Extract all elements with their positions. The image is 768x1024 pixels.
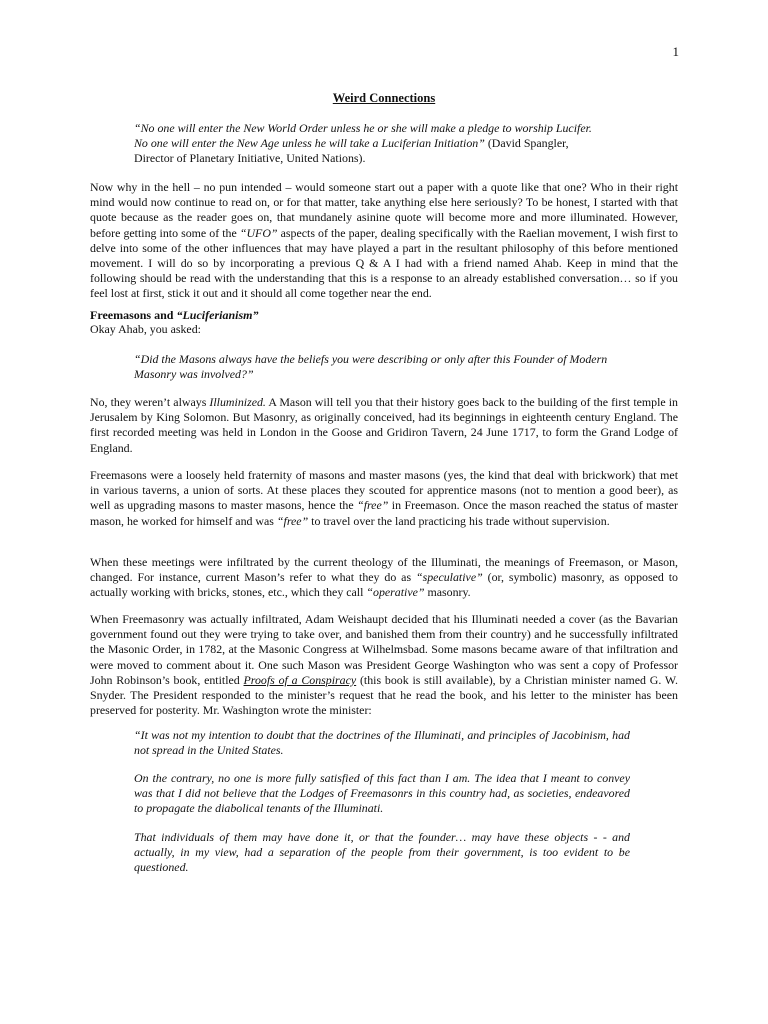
washington-letter-2: On the contrary, no one is more fully satisfied of this fact than I am. The idea that I meant to convey was that I did not believe that the Lodges of Freemasonrs in this country had, as societies, endeavored to propagate the diabolical tenants of the Illuminati. [134, 771, 630, 816]
p5-book-title: Proofs of a Conspiracy [243, 672, 357, 687]
washington-letter-3: That individuals of them may have done it, or that the founder… may have these objects - - and actually, in my view, had a separation of the people from their government, is too evident to be questioned. [134, 830, 630, 875]
page-number: 1 [672, 44, 679, 59]
section-heading-plain: Freemasons and [90, 308, 177, 322]
p4-operative: “operative” [366, 585, 425, 600]
salutation: Okay Ahab, you asked: [90, 322, 201, 336]
document-title: Weird Connections [332, 91, 436, 105]
p2-illuminized: Illuminized. [209, 395, 266, 409]
p5-text-b: (this book is still available), by a Christian minister named G. W. Snyder. The President responded to the minister’s request that he read the book, and his letter to the minister has been preserved for posterity. Mr. Washington wrote the minister: [90, 672, 678, 718]
paragraph-weishaupt [90, 612, 678, 718]
section-heading [90, 308, 258, 323]
washington-letter-1: “It was not my intention to doubt that the doctrines of the Illuminati, and principles of Jacobinism, had not spread in the United States. [134, 728, 630, 758]
p3-free-2: “free” [276, 513, 309, 528]
paragraph-infiltration [90, 555, 678, 601]
p2-text-a: No, they weren’t always [90, 395, 210, 409]
p3-text-c: to travel over the land practicing his trade without supervision. [308, 513, 610, 528]
intro-text-b: aspects of the paper, dealing specifically with the Raelian movement, I wish first to delve into some of the other influences that may have played a part in the resultant philosophy of this before mentioned movement. I will do so by incorporating a previous Q & A I had with a friend named Ahab. Keep in mind that the following should be read with the understanding that this is a response to an already established conversation… so if you feel lost at first, stick it out and it should all come together near the end. [90, 225, 678, 301]
p4-text-b: (or, symbolic) masonry, as opposed to actually working with bricks, stones, etc., which they call [90, 570, 678, 600]
epigraph-line-1: “No one will enter the New World Order unless he or she will make a pledge to worship Lucifer. [134, 121, 592, 135]
epigraph-line-2-attribution: (David Spangler, [484, 136, 569, 151]
epigraph-line-2 [134, 136, 630, 151]
ahab-question: “Did the Masons always have the beliefs you were describing or only after this Founder of Modern Masonry was involved?” [134, 352, 608, 382]
p3-text-a: Freemasons were a loosely held fraternity of masons and master masons (yes, the kind that deal with brickwork) that met in various taverns, a union of sorts. At these places they scouted for apprentice masons (not to mention a good beer), as well as upgrading masons to master masons, hence the [90, 468, 678, 513]
p4-text-c: masonry. [424, 585, 471, 600]
paragraph-freemasons [90, 468, 678, 529]
p3-free-1: “free” [357, 498, 389, 513]
epigraph-quote [134, 121, 630, 167]
p4-text-a: When these meetings were infiltrated by the current theology of the Illuminati, the meanings of Freemason, or Mason, changed. For instance, current Mason’s refer to what they do as [90, 555, 678, 585]
p4-speculative: “speculative” [416, 570, 483, 585]
section-heading-italic: “Luciferianism” [176, 308, 259, 322]
intro-ufo-term: “UFO” [239, 225, 278, 240]
p2-text-b: A Mason will tell you that their history goes back to the building of the first temple in Jerusalem by King Solomon. But Masonry, as originally conceived, had its beginnings in eighteenth century England. The first recorded meeting was held in London in the Goose and Gridiron Tavern, 24 June 1717, to form the Grand Lodge of England. [90, 395, 679, 455]
intro-paragraph [90, 180, 678, 302]
intro-text-a: Now why in the hell – no pun intended – would someone start out a paper with a quote like that one? Who in their right mind would now continue to read on, or for that matter, take anything else here seriously? To be honest, I started with that quote because as the reader goes on, that mundanely asinine quote will become more and more illuminated. However, before getting into some of the [90, 180, 678, 240]
paragraph-masonry-origins [90, 395, 678, 456]
p3-text-b: in Freemason. Once the mason reached the status of master mason, he worked for himself and was [90, 498, 678, 528]
p5-text-a: When Freemasonry was actually infiltrated, Adam Weishaupt decided that his Illuminati needed a cover (as the Bavarian government found out they were trying to take over, and banished them from their country) and he successfully infiltrated the Masonic Order, in 1782, at the Masonic Congress at Wilhelmsbad. Some masons became aware of that infiltration and were moved to comment about it. One such Mason was President George Washington who was sent a copy of Professor John Robinson’s book, entitled [90, 612, 678, 687]
epigraph-line-2-italic: No one will enter the New Age unless he will take a Luciferian Initiation” [134, 136, 485, 151]
epigraph-line-3: Director of Planetary Initiative, United Nations). [134, 151, 366, 166]
